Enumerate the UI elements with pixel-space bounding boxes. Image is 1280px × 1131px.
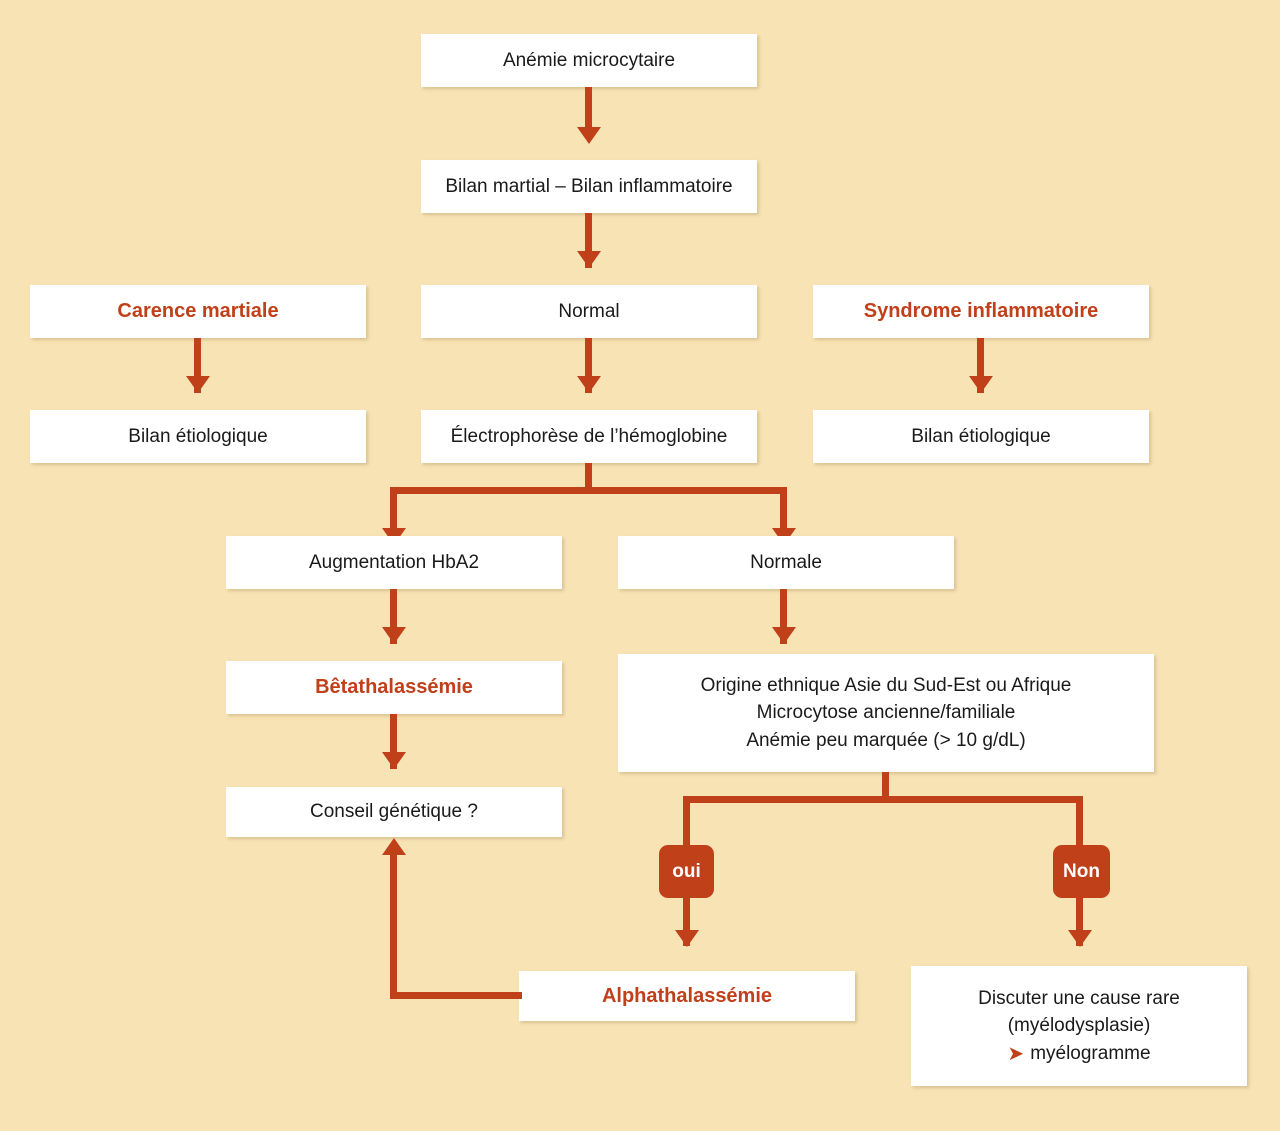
- connector-electrophorese-split-bar: [390, 487, 787, 494]
- node-label: Syndrome inflammatoire: [863, 300, 1099, 322]
- connector-origine-split-bar: [683, 796, 1083, 803]
- connector-alpha-to-conseil-horizontal: [390, 992, 522, 999]
- right-arrow-icon: ➤: [1007, 1042, 1025, 1065]
- node-label: Normale: [750, 551, 822, 573]
- arrowhead-alpha-to-conseil: [382, 838, 406, 855]
- node-label: Anémie microcytaire: [502, 49, 676, 71]
- node-origine-ethnique: [618, 654, 1154, 772]
- arrowhead-betathalassemie-to-conseil: [382, 752, 406, 769]
- node-electrophorese-hemoglobine: [421, 410, 757, 463]
- node-label: Électrophorèse de l’hémoglobine: [450, 425, 728, 447]
- myelogramme-label: myélogramme: [1030, 1042, 1151, 1064]
- arrowhead-normale-to-origine: [772, 627, 796, 644]
- arrowhead-non-to-cause-rare: [1068, 930, 1092, 947]
- branch-label-text: Non: [1063, 860, 1100, 882]
- arrowhead-syndrome-to-bilan-etio-right: [969, 376, 993, 393]
- connector-anemie-to-bilan: [585, 87, 592, 131]
- branch-label-non: [1053, 845, 1110, 898]
- node-betathalassemie: [226, 661, 562, 714]
- node-label: Bêtathalassémie: [315, 676, 473, 698]
- node-cause-rare: [911, 966, 1247, 1086]
- node-conseil-genetique: [226, 787, 562, 837]
- node-anemie-microcytaire: [421, 34, 757, 87]
- node-label: Alphathalassémie: [601, 984, 773, 1007]
- node-syndrome-inflammatoire: [813, 285, 1149, 338]
- origine-line-1: Origine ethnique Asie du Sud-Est ou Afrique: [700, 674, 1072, 696]
- arrowhead-oui-to-alphathalassemie: [675, 930, 699, 947]
- connector-alpha-to-conseil-vertical: [390, 855, 397, 995]
- node-normal: [421, 285, 757, 338]
- node-bilan-etiologique-right: [813, 410, 1149, 463]
- cause-rare-line-1: Discuter une cause rare: [978, 987, 1180, 1009]
- arrowhead-bilan-to-normal: [577, 251, 601, 268]
- node-bilan-martial-inflammatoire: [421, 160, 757, 213]
- origine-line-3: Anémie peu marquée (> 10 g/dL): [746, 729, 1026, 751]
- node-label: Bilan martial – Bilan inflammatoire: [445, 175, 733, 197]
- node-label: Normal: [558, 300, 620, 322]
- node-augmentation-hba2: [226, 536, 562, 589]
- node-carence-martiale: [30, 285, 366, 338]
- origine-line-2: Microcytose ancienne/familiale: [756, 702, 1016, 724]
- arrowhead-hba2-to-betathalassemie: [382, 627, 406, 644]
- node-label: Conseil génétique ?: [310, 801, 478, 823]
- cause-rare-line-3: [1007, 1040, 1150, 1068]
- node-bilan-etiologique-left: [30, 410, 366, 463]
- node-label: Bilan étiologique: [911, 425, 1051, 447]
- node-alphathalassemie: [519, 971, 855, 1021]
- node-label: Bilan étiologique: [128, 425, 268, 447]
- branch-label-oui: [659, 845, 714, 898]
- arrowhead-normal-to-electrophorese: [577, 376, 601, 393]
- arrowhead-anemie-to-bilan: [577, 127, 601, 144]
- cause-rare-line-2: (myélodysplasie): [1007, 1015, 1151, 1037]
- arrowhead-carence-to-bilan-etio-left: [186, 376, 210, 393]
- branch-label-text: oui: [672, 860, 701, 882]
- node-label: Carence martiale: [117, 300, 279, 322]
- node-label: Augmentation HbA2: [308, 551, 480, 573]
- node-normale: [618, 536, 954, 589]
